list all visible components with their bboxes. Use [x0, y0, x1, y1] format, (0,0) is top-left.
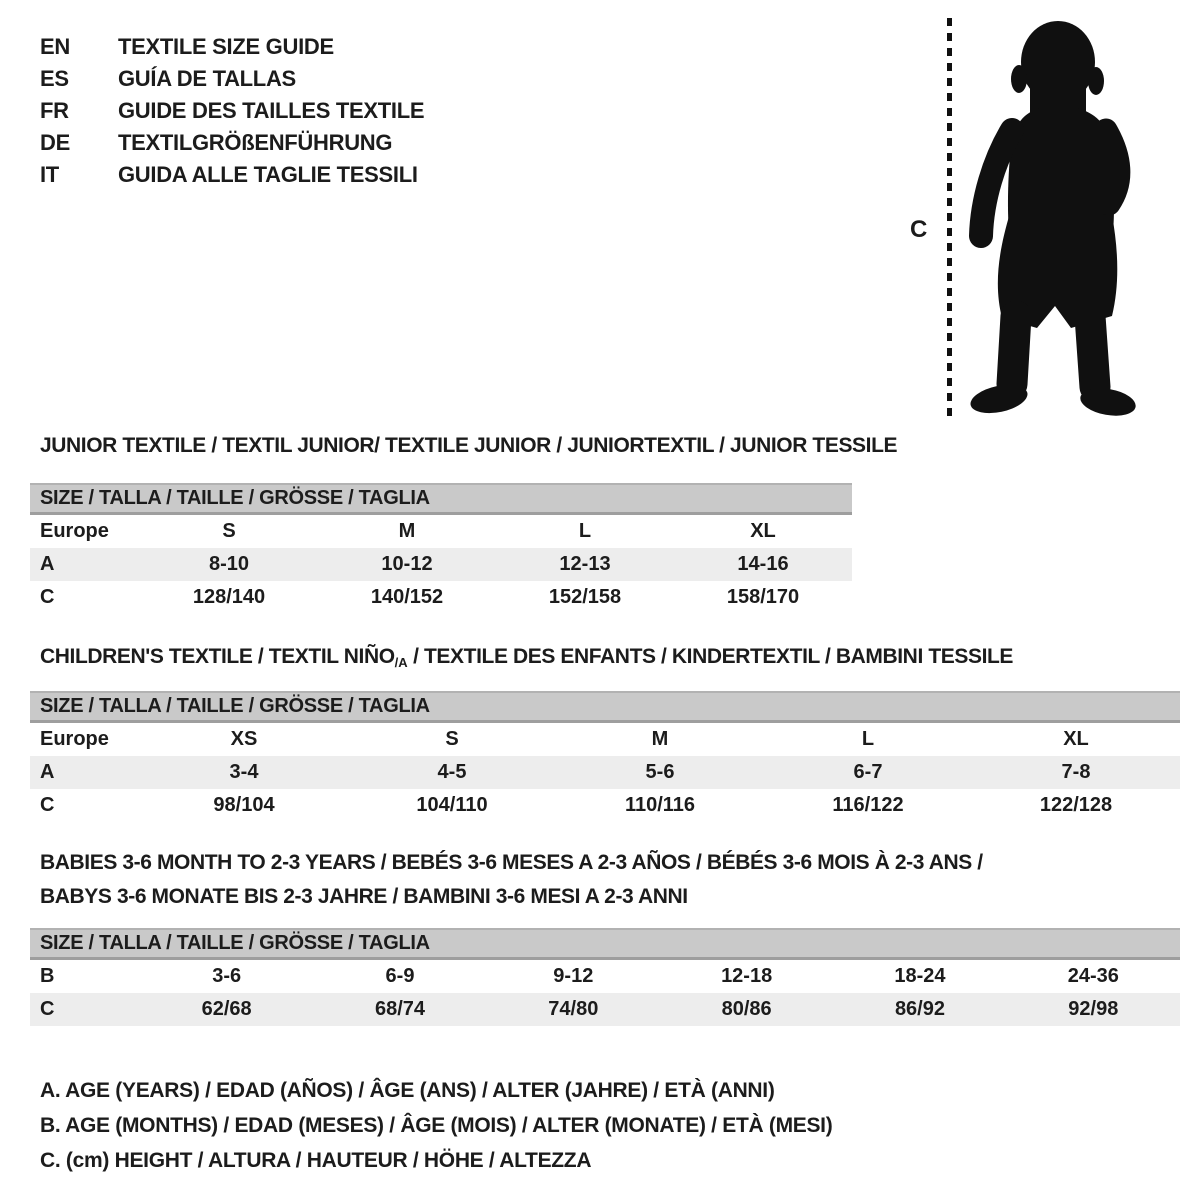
- guide-title: GUIDE DES TAILLES TEXTILE: [118, 98, 425, 123]
- table-row-height: [30, 789, 1180, 822]
- row-label: C: [40, 586, 55, 608]
- table-cell: 110/116: [624, 794, 696, 816]
- junior-section-title: JUNIOR TEXTILE / TEXTIL JUNIOR/ TEXTILE JUNIOR / JUNIORTEXTIL / JUNIOR TESSILE: [40, 434, 898, 457]
- table-cell: 74/80: [548, 998, 599, 1020]
- language-code: IT: [40, 162, 59, 187]
- language-code: ES: [40, 66, 69, 91]
- table-cell: 158/170: [726, 586, 800, 608]
- table-cell: 104/110: [416, 794, 488, 816]
- guide-title: TEXTILE SIZE GUIDE: [118, 34, 334, 59]
- size-header-bar: SIZE / TALLA / TAILLE / GRÖSSE / TAGLIA: [30, 483, 852, 515]
- language-code: EN: [40, 34, 70, 59]
- table-cell: 140/152: [370, 586, 444, 608]
- language-code: FR: [40, 98, 69, 123]
- table-row-height: [30, 581, 852, 614]
- babies-size-table: [30, 928, 1180, 1026]
- measure-legend: [40, 1073, 832, 1178]
- table-cell: 122/128: [1039, 794, 1113, 816]
- table-cell: 6-9: [385, 965, 415, 987]
- table-cell: 8-10: [208, 553, 250, 575]
- table-row-height: [30, 993, 1180, 1026]
- table-cell: L: [861, 728, 875, 750]
- legend-line-c: C. (cm) HEIGHT / ALTURA / HAUTEUR / HÖHE / ALTEZZA: [40, 1149, 592, 1172]
- children-title-sub: /A: [394, 655, 408, 670]
- table-cell: 3-6: [212, 965, 242, 987]
- table-cell: 86/92: [894, 998, 945, 1020]
- size-header-bar: SIZE / TALLA / TAILLE / GRÖSSE / TAGLIA: [30, 928, 1180, 960]
- height-measure-dashed-line: [947, 18, 952, 416]
- row-label: Europe: [40, 728, 109, 750]
- junior-size-table: [30, 483, 852, 614]
- row-label: A: [40, 553, 55, 575]
- legend-line-b: B. AGE (MONTHS) / EDAD (MESES) / ÂGE (MOIS) / ALTER (MONATE) / ETÀ (MESI): [40, 1114, 833, 1137]
- children-section-title: [40, 645, 1013, 669]
- table-row-age: [30, 548, 852, 581]
- table-cell: 12-13: [559, 553, 611, 575]
- table-cell: M: [651, 728, 669, 750]
- table-cell: 10-12: [381, 553, 433, 575]
- height-measure-label: C: [910, 216, 928, 243]
- children-title-post: / TEXTILE DES ENFANTS / KINDERTEXTIL / BAMBINI TESSILE: [407, 645, 1014, 668]
- table-cell: L: [578, 520, 592, 542]
- table-cell: 7-8: [1061, 761, 1091, 783]
- row-label: C: [40, 794, 55, 816]
- table-cell: 128/140: [192, 586, 266, 608]
- table-row-age: [30, 756, 1180, 789]
- language-row-it: [40, 159, 424, 191]
- table-cell: 9-12: [553, 965, 594, 987]
- table-cell: 152/158: [548, 586, 622, 608]
- children-title-pre: CHILDREN'S TEXTILE / TEXTIL NIÑO: [40, 645, 395, 668]
- table-cell: 24-36: [1067, 965, 1119, 987]
- legend-line-a: A. AGE (YEARS) / EDAD (AÑOS) / ÂGE (ANS) / ALTER (JAHRE) / ETÀ (ANNI): [40, 1079, 775, 1102]
- table-cell: 6-7: [853, 761, 883, 783]
- table-cell: 12-18: [721, 965, 773, 987]
- table-cell: 92/98: [1068, 998, 1119, 1020]
- table-cell: 116/122: [832, 794, 904, 816]
- babies-title-line1: BABIES 3-6 MONTH TO 2-3 YEARS / BEBÉS 3-6 MESES A 2-3 AÑOS / BÉBÉS 3-6 MOIS À 2-3 ANS /: [40, 851, 983, 874]
- table-cell: 5-6: [645, 761, 675, 783]
- guide-title: GUÍA DE TALLAS: [118, 66, 296, 91]
- language-row-es: [40, 63, 424, 95]
- size-header-bar: SIZE / TALLA / TAILLE / GRÖSSE / TAGLIA: [30, 691, 1180, 723]
- language-code: DE: [40, 130, 70, 155]
- row-label: Europe: [40, 520, 109, 542]
- language-row-fr: [40, 95, 424, 127]
- row-label: B: [40, 965, 55, 987]
- language-row-de: [40, 127, 424, 159]
- table-cell: 62/68: [201, 998, 252, 1020]
- babies-section-title: [40, 846, 983, 914]
- table-cell: XS: [230, 728, 258, 750]
- table-cell: S: [222, 520, 236, 542]
- language-row-en: [40, 31, 424, 63]
- table-row-europe: [30, 723, 1180, 756]
- row-label: C: [40, 998, 55, 1020]
- language-title-list: [40, 31, 424, 191]
- table-cell: 68/74: [374, 998, 426, 1020]
- table-cell: 3-4: [229, 761, 259, 783]
- table-cell: XL: [750, 520, 776, 542]
- table-cell: 18-24: [894, 965, 946, 987]
- toddler-silhouette: [968, 18, 1140, 418]
- children-size-table: [30, 691, 1180, 822]
- table-cell: XL: [1063, 728, 1089, 750]
- guide-title: GUIDA ALLE TAGLIE TESSILI: [118, 162, 418, 187]
- table-cell: M: [398, 520, 416, 542]
- row-label: A: [40, 761, 55, 783]
- table-row-europe: [30, 515, 852, 548]
- table-cell: 4-5: [437, 761, 467, 783]
- table-cell: 80/86: [721, 998, 772, 1020]
- table-cell: S: [445, 728, 459, 750]
- table-row-months: [30, 960, 1180, 993]
- babies-title-line2: BABYS 3-6 MONATE BIS 2-3 JAHRE / BAMBINI 3-6 MESI A 2-3 ANNI: [40, 885, 688, 908]
- guide-title: TEXTILGRÖßENFÜHRUNG: [118, 130, 393, 155]
- table-cell: 14-16: [737, 553, 789, 575]
- table-cell: 98/104: [213, 794, 275, 816]
